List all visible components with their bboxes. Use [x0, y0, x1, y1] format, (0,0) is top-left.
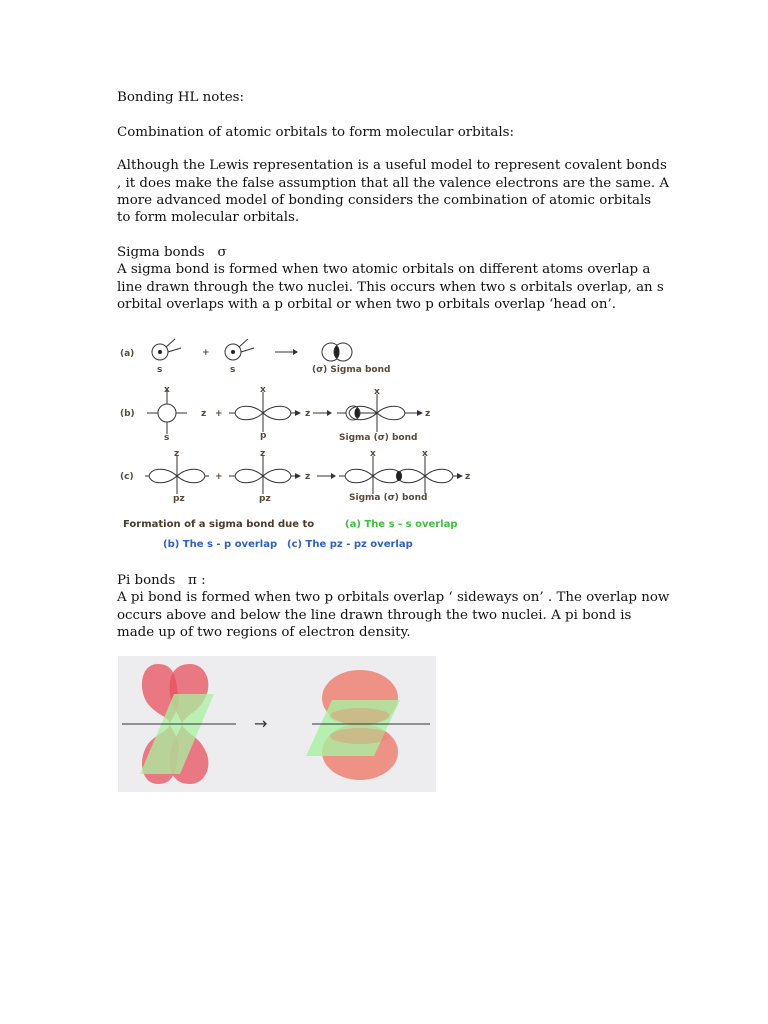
row-b-orbital2-label: p [260, 431, 267, 441]
sigma-symbol: σ [217, 245, 227, 260]
row-a-s-orbital-1 [152, 339, 181, 360]
row-b-axis-z-2: z [305, 409, 311, 419]
row-a-s-orbital-2 [225, 339, 254, 360]
row-c-label: (c) [120, 472, 134, 482]
pi-symbol: π [188, 573, 197, 588]
row-b-axis-x-3: x [374, 387, 380, 397]
sigma-bond-figure [117, 330, 477, 555]
intro-line-4: to form molecular orbitals. [117, 210, 300, 225]
row-a-label: (a) [120, 349, 135, 359]
row-c-axis-z-2: z [260, 449, 266, 459]
row-b-axis-z-1: z [201, 409, 207, 419]
row-c-pz-orbital-1 [145, 456, 209, 494]
pi-text-line-2: occurs above and below the line drawn through the two nuclei. A pi bond is [117, 608, 632, 623]
figure-caption-c: (c) The pz - pz overlap [287, 539, 413, 550]
intro-line-1: Although the Lewis representation is a useful model to represent covalent bonds [117, 158, 667, 173]
row-a-result-label: (σ) Sigma bond [312, 365, 391, 375]
row-b-axis-x-2: x [260, 385, 266, 395]
row-c-arrow [317, 473, 336, 479]
pi-heading-colon: : [201, 573, 206, 588]
sigma-text-line-2: line drawn through the two nuclei. This occurs when two s orbitals overlap, an s [117, 280, 664, 295]
row-b-overlap-result [337, 394, 423, 432]
row-a-orbital2-label: s [230, 365, 236, 375]
row-b-result-label: Sigma (σ) bond [339, 433, 418, 443]
row-c-axis-z-3: z [305, 472, 311, 482]
sigma-heading-text: Sigma bonds [117, 245, 205, 260]
row-c-axis-z-1: z [174, 449, 180, 459]
row-a-arrow [275, 349, 298, 355]
row-c-plus: + [215, 472, 223, 482]
row-c-result-label: Sigma (σ) bond [349, 493, 428, 503]
row-b-axis-z-3: z [425, 409, 431, 419]
section-heading: Combination of atomic orbitals to form molecular orbitals: [117, 125, 515, 140]
row-b-axis-x-1: x [164, 385, 170, 395]
row-a-overlap-result [322, 343, 352, 361]
row-c-pz-orbital-2 [229, 456, 301, 494]
figure-caption-b: (b) The s - p overlap [163, 539, 278, 550]
row-b-p-orbital [229, 392, 301, 432]
figure-caption-lead: Formation of a sigma bond due to [123, 519, 315, 530]
document-title: Bonding HL notes: [117, 90, 245, 105]
pi-text-line-3: made up of two regions of electron density. [117, 625, 411, 640]
pi-heading [117, 572, 206, 590]
sigma-heading [117, 244, 227, 262]
pi-heading-text: Pi bonds [117, 573, 176, 588]
row-c-axis-x-1: x [370, 449, 376, 459]
row-c-orbital1-label: pz [173, 494, 185, 504]
row-a-orbital1-label: s [157, 365, 163, 375]
row-c-overlap-result [339, 456, 463, 494]
intro-line-2: , it does make the false assumption that all the valence electrons are the same. A [117, 176, 670, 191]
row-b-s-orbital [147, 390, 187, 434]
row-c-axis-z-4: z [465, 472, 471, 482]
row-b-arrow [313, 410, 332, 416]
sigma-text-line-3: orbital overlaps with a p orbital or when two p orbitals overlap ‘head on’. [117, 297, 616, 312]
row-c-orbital2-label: pz [259, 494, 271, 504]
figure-caption-a: (a) The s - s overlap [345, 519, 458, 530]
pi-bond-figure [118, 656, 436, 792]
row-b-plus: + [215, 409, 223, 419]
pi-transition-arrow: → [254, 714, 268, 733]
pi-text-line-1: A pi bond is formed when two p orbitals overlap ‘ sideways on’ . The overlap now [117, 590, 670, 605]
row-b-label: (b) [120, 409, 135, 419]
row-a-plus: + [202, 348, 210, 358]
row-c-axis-x-2: x [422, 449, 428, 459]
sigma-text-line-1: A sigma bond is formed when two atomic orbitals on different atoms overlap a [117, 262, 651, 277]
row-b-orbital1-label: s [164, 433, 170, 443]
intro-line-3: more advanced model of bonding considers the combination of atomic orbitals [117, 193, 652, 208]
